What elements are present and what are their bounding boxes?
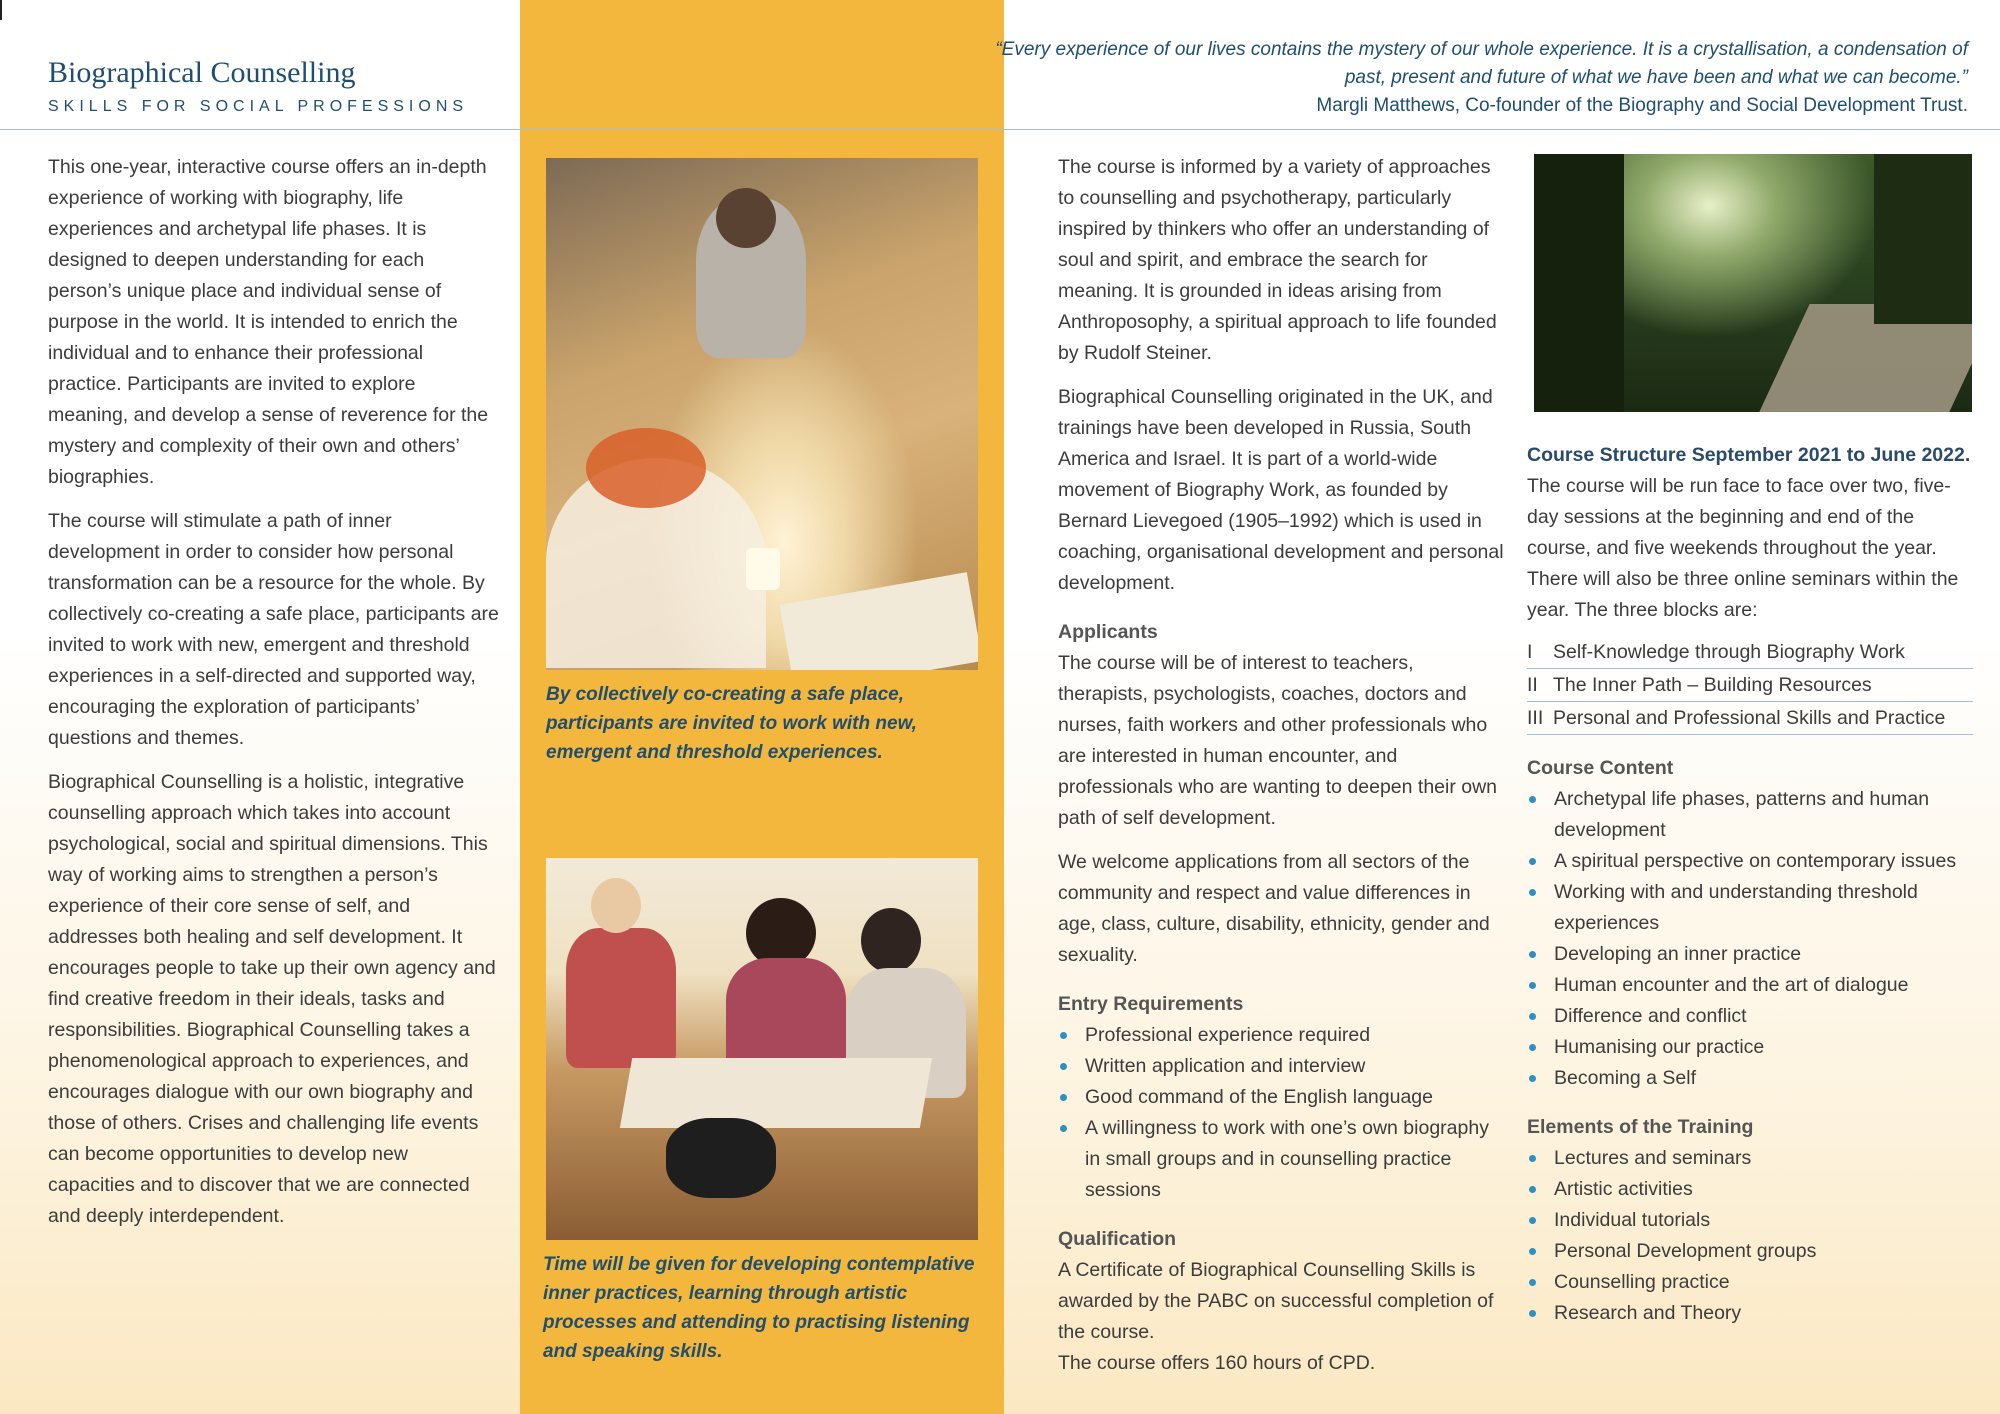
intro-column [48,152,500,1245]
brochure-subtitle: SKILLS FOR SOCIAL PROFESSIONS [48,98,469,115]
course-structure-text: The course will be run face to face over two, five-day sessions at the beginning and end of the course, and five weekends throughout the year. There will also be three online seminars within the year. The three blocks are: [1527,475,1959,621]
header-quote [968,36,1968,120]
block-label: Self-Knowledge through Biography Work [1553,641,1905,663]
intro-paragraph-2: The course will stimulate a path of inner development in order to consider how personal transformation can be a resource for the whole. By collectively co-creating a safe place, participants are invited to work with new, emergent and threshold experiences in a self-directed and supported way, encouraging the exploration of participants’ questions and themes. [48,510,499,749]
list-item: Developing an inner practice [1527,939,1973,970]
applicants-heading: Applicants [1058,621,1158,643]
list-item: Professional experience required [1058,1020,1508,1051]
intro-paragraph-1: This one-year, interactive course offers an in-depth experience of working with biography, life experiences and archetypal life phases. It is designed to deepen understanding for each person’s unique place and individual sense of purpose in the world. It is intended to enrich the individual and to enhance their professional practice. Participants are invited to explore meaning, and develop a sense of reverence for the mystery and complexity of their own and others’ biographies. [48,156,489,488]
list-item: Counselling practice [1527,1267,1973,1298]
list-item: Human encounter and the art of dialogue [1527,970,1973,1001]
quote-author: Margli Matthews, Co-founder of the Biography and Social Development Trust. [1316,95,1968,116]
list-item: A spiritual perspective on contemporary issues [1527,846,1973,877]
block-label: Personal and Professional Skills and Practice [1553,707,1946,729]
photo-caption-2: Time will be given for developing contemplative inner practices, learning through artistic processes and attending to practising listening and speaking skills. [543,1254,975,1362]
course-content-list [1527,784,1973,1094]
list-item: Good command of the English language [1058,1082,1508,1113]
list-item: Working with and understanding threshold experiences [1527,877,1973,939]
text-cursor [0,0,2,20]
list-item: Written application and interview [1058,1051,1508,1082]
block-number: III [1527,707,1544,729]
list-item: Becoming a Self [1527,1063,1973,1094]
qualification-text: A Certificate of Biographical Counselling Skills is awarded by the PABC on successful completion of the course. [1058,1259,1494,1343]
workshop-photo-table [546,858,978,1240]
approach-paragraph-1: The course is informed by a variety of approaches to counselling and psychotherapy, particularly inspired by thinkers who offer an understanding of soul and spirit, and embrace the search for meaning. It is grounded in ideas arising from Anthroposophy, a spiritual approach to life founded by Rudolf Steiner. [1058,156,1497,364]
course-blocks [1527,636,1973,735]
entry-requirements-heading: Entry Requirements [1058,993,1244,1015]
course-content-heading: Course Content [1527,757,1674,779]
course-block-row [1527,636,1973,669]
applicants-paragraph-1: The course will be of interest to teachers, therapists, psychologists, coaches, doctors and nurses, faith workers and other professionals who are interested in human encounter, and professionals who are wanting to deepen their own path of self development. [1058,652,1498,829]
list-item: Lectures and seminars [1527,1143,1973,1174]
approach-column [1058,152,1508,1379]
training-elements-list [1527,1143,1973,1329]
training-elements-heading: Elements of the Training [1527,1116,1754,1138]
brochure-title: Biographical Counselling [48,56,356,89]
list-item: A willingness to work with one’s own biography in small groups and in counselling practice sessions [1058,1113,1508,1206]
list-item: Individual tutorials [1527,1205,1973,1236]
forest-path-photo [1534,154,1972,412]
intro-paragraph-3: Biographical Counselling is a holistic, integrative counselling approach which takes into account psychological, social and spiritual dimensions. This way of working aims to strengthen a person’s experience of their core sense of self, and addresses both healing and self development. It encourages people to take up their own agency and find creative freedom in their ideals, tasks and responsibilities. Biographical Counselling takes a phenomenological approach to experiences, and encourages dialogue with our own biography and those of others. Crises and challenging life events can become opportunities to develop new capacities and to discover that we are connected and deeply interdependent. [48,771,496,1227]
workshop-photo-floor [546,158,978,670]
quote-text: “Every experience of our lives contains the mystery of our whole experience. It is a crystallisation, a condensation of past, present and future of what we have been and what we can become.” [995,39,1968,88]
block-number: I [1527,641,1533,663]
list-item: Humanising our practice [1527,1032,1973,1063]
course-block-row [1527,669,1973,702]
list-item: Personal Development groups [1527,1236,1973,1267]
list-item: Difference and conflict [1527,1001,1973,1032]
list-item: Research and Theory [1527,1298,1973,1329]
cpd-text: The course offers 160 hours of CPD. [1058,1352,1376,1374]
list-item: Archetypal life phases, patterns and human development [1527,784,1973,846]
qualification-heading: Qualification [1058,1228,1177,1250]
list-item: Artistic activities [1527,1174,1973,1205]
photo-caption-1: By collectively co-creating a safe place, participants are invited to work with new, emergent and threshold experiences. [546,684,917,763]
entry-requirements-list [1058,1020,1508,1206]
header-divider [0,129,2000,130]
block-number: II [1527,674,1538,696]
block-label: The Inner Path – Building Resources [1553,674,1872,696]
approach-paragraph-2: Biographical Counselling originated in the UK, and trainings have been developed in Russia, South America and Israel. It is part of a world-wide movement of Biography Work, as founded by Bernard Lievegoed (1905–1992) which is used in coaching, organisational development and personal development. [1058,386,1504,594]
course-block-row [1527,702,1973,735]
course-structure-heading: Course Structure September 2021 to June 2022. [1527,444,1971,466]
structure-column [1527,440,1973,1329]
applicants-paragraph-2: We welcome applications from all sectors of the community and respect and value differences in age, class, culture, disability, ethnicity, gender and sexuality. [1058,851,1490,966]
